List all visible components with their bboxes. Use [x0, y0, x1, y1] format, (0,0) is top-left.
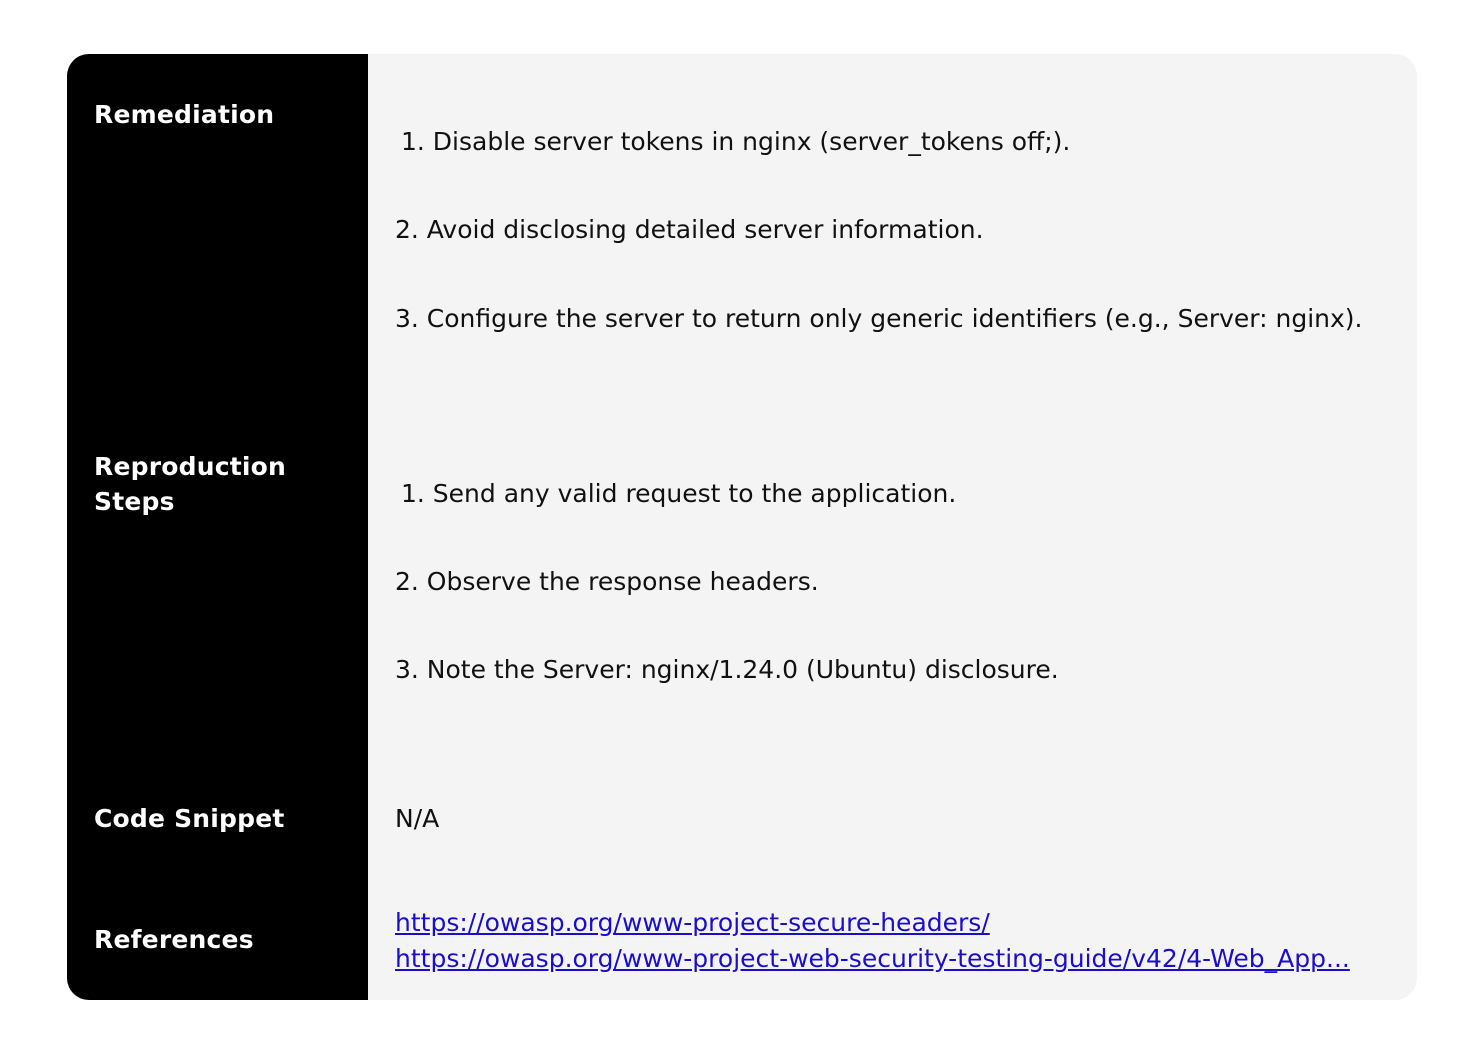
- remediation-step: 1. Disable server tokens in nginx (server_tokens off;).: [401, 127, 1071, 156]
- remediation-step: 2. Avoid disclosing detailed server information.: [395, 215, 984, 244]
- findings-details-card: [67, 54, 1417, 1000]
- reference-link[interactable]: https://owasp.org/www-project-secure-headers/: [395, 908, 990, 937]
- reference-link[interactable]: https://owasp.org/www-project-web-security-testing-guide/v42/4-Web_App...: [395, 944, 1350, 973]
- references-list: [395, 905, 1350, 977]
- reproduction-step: 2. Observe the response headers.: [395, 567, 819, 596]
- code-snippet-label: Code Snippet: [94, 804, 285, 833]
- reproduction-steps-label: Reproduction Steps: [94, 452, 287, 516]
- reproduction-step: 1. Send any valid request to the application.: [401, 479, 957, 508]
- remediation-label: Remediation: [94, 100, 275, 129]
- remediation-step: 3. Configure the server to return only generic identifiers (e.g., Server: nginx).: [395, 304, 1363, 333]
- code-snippet-value: N/A: [395, 804, 440, 833]
- references-label: References: [94, 925, 254, 954]
- label-column: [67, 54, 368, 1000]
- reproduction-step: 3. Note the Server: nginx/1.24.0 (Ubuntu) disclosure.: [395, 655, 1059, 684]
